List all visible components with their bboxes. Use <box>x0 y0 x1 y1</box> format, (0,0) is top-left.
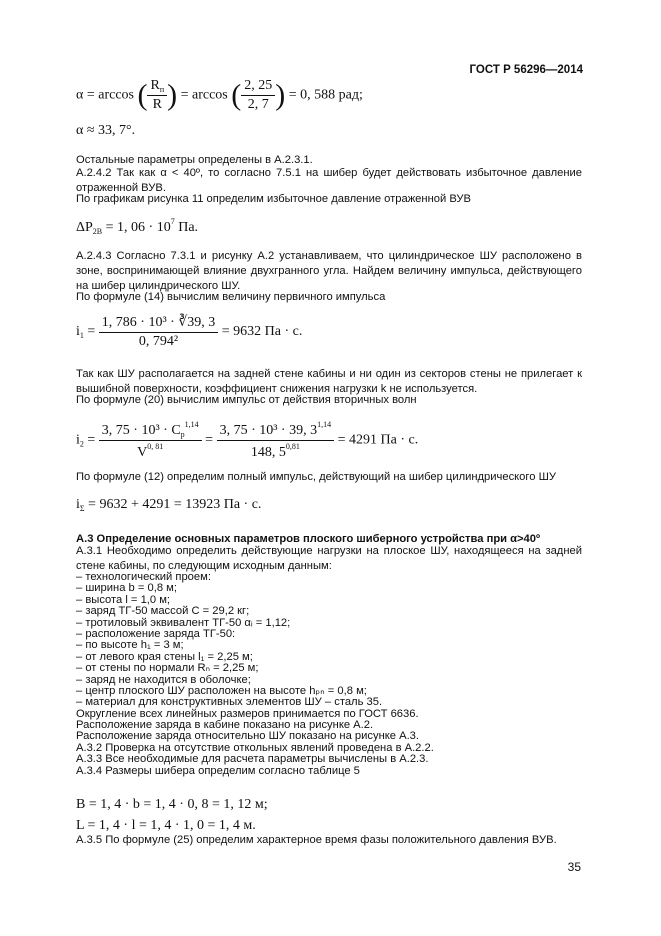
paragraph-6: Так как ШУ располагается на задней стене кабины и ни один из секторов стены не прилегает к вышибной поверхности, коэффициент снижения нагрузки k не используется. <box>76 368 582 395</box>
page-number: 35 <box>567 860 581 874</box>
list-item: – тротиловый эквивалент ТГ-50 αᵢ = 1,12; <box>76 616 291 629</box>
paragraph-3: По графикам рисунка 11 определим избыточное давление отраженной ВУВ <box>76 193 471 205</box>
paragraph-5: По формуле (14) вычислим величину первичного импульса <box>76 291 386 303</box>
formula-i2: $i_2$ = $\frac{3, 75 \cdot 10^3 \cdot C_р^{1,14}}{V^{0, 81}}$ = $\frac{3, 75 \cdot 10^3 \cdot 39, 3^{1,14}}{148, 5^{0,81}}$ = 4291 Па · с. <box>76 420 419 460</box>
list-item: – высота l = 1,0 м; <box>76 593 171 606</box>
list-item: А.3.2 Проверка на отсутствие откольных явлений проведена в А.2.2. <box>76 741 434 754</box>
list-item: – от стены по нормали Rₙ = 2,25 м; <box>76 662 259 675</box>
list-item: Расположение заряда относительно ШУ показано на рисунке А.3. <box>76 730 420 743</box>
list-item: А.3.4 Размеры шибера определим согласно таблице 5 <box>76 764 360 777</box>
list-item: – ширина b = 0,8 м; <box>76 582 177 595</box>
formula-i1-fraction: $\frac{\text{1, 786 · 10³ · ∛39, 3}}{\text{0, 794²}}$ <box>99 314 218 350</box>
section-heading: А.3 Определение основных параметров плоского шиберного устройства при α>40º <box>76 533 541 545</box>
parameter-list <box>76 570 582 775</box>
list-item: Округление всех линейных размеров принимается по ГОСТ 6636. <box>76 707 419 720</box>
formula-alpha-approx: α ≈ 33, 7°. <box>76 123 136 138</box>
formula-B: B = 1, 4 · b = 1, 4 · 0, 8 = 1, 12 м; <box>76 797 268 812</box>
standard-header: ГОСТ Р 56296—2014 <box>469 64 583 76</box>
formula-alpha-fraction-2: $\frac{2, 25}{2, 7}$ <box>241 78 275 113</box>
formula-i2-fraction-1: $\frac{3, 75 \cdot 10^3 \cdot C_р^{1,14}}{V^{0, 81}}$ <box>99 420 202 461</box>
paragraph-7: По формуле (20) вычислим импульс от действия вторичных волн <box>76 394 417 406</box>
list-item: – от левого края стены l₁ = 2,25 м; <box>76 650 253 663</box>
formula-L: L = 1, 4 · l = 1, 4 · 1, 0 = 1, 4 м. <box>76 818 256 833</box>
list-item: – заряд ТГ-50 массой С = 29,2 кг; <box>76 605 250 618</box>
list-item: – расположение заряда ТГ-50: <box>76 627 236 640</box>
paragraph-10: А.3.5 По формуле (25) определим характерное время фазы положительного давления ВУВ. <box>76 834 557 846</box>
formula-pressure: $\Delta P_{2В} = 1$, $06 \cdot 10^7$ Па. <box>76 217 199 236</box>
paragraph-4: А.2.4.3 Согласно 7.3.1 и рисунку А.2 устанавливаем, что цилиндрическое ШУ расположено в зоне, воспринимающей влияние двухгранного угла. Найдем величину импульса, действующего на шибер цилиндрического ШУ. <box>76 250 582 292</box>
list-item: А.3.3 Все необходимые для расчета параметры вычислены в А.2.3. <box>76 753 429 766</box>
formula-i1: $i_1$ = $\frac{\text{1, 786 · 10³ · ∛39, 3}}{\text{0, 794²}}$ = 9632 Па · с. <box>76 315 303 349</box>
list-item: – заряд не находится в оболочке; <box>76 673 251 686</box>
paragraph-2: А.2.4.2 Так как α < 40º, то согласно 7.5.1 на шибер будет действовать избыточное давление отраженной ВУВ. <box>76 167 582 194</box>
formula-alpha-lhs: α = arccos <box>76 87 134 103</box>
list-item: – по высоте h₁ = 3 м; <box>76 639 184 652</box>
formula-alpha: α = arccos ( $\frac{R_п}{R}$ ) = arccos ( $\frac{2, 25}{2, 7}$ ) = 0, 588 рад; <box>76 78 363 112</box>
paragraph-9: А.3.1 Необходимо определить действующие нагрузки на плоское ШУ, находящееся на задней стене кабины, по следующим исходным данным: <box>76 545 582 572</box>
paragraph-1: Остальные параметры определены в А.2.3.1. <box>76 154 313 166</box>
formula-isum: $i_\Sigma = 9632 + 4291 = 13923$ Па · с. <box>76 497 262 513</box>
formula-i2-fraction-2: $\frac{3, 75 \cdot 10^3 \cdot 39, 3^{1,14}}{148, 5^{0,81}}$ <box>217 420 335 461</box>
paragraph-8: По формуле (12) определим полный импульс, действующий на шибер цилиндрического ШУ <box>76 471 556 483</box>
list-item: – материал для конструктивных элементов ШУ – сталь 35. <box>76 696 383 709</box>
list-item: – технологический проем: <box>76 571 211 583</box>
list-item: Расположение заряда в кабине показано на рисунке А.2. <box>76 719 374 732</box>
list-item: – центр плоского ШУ расположен на высоте hₚₙ = 0,8 м; <box>76 684 367 697</box>
formula-alpha-fraction-1: $\frac{R_п}{R}$ <box>147 78 167 113</box>
